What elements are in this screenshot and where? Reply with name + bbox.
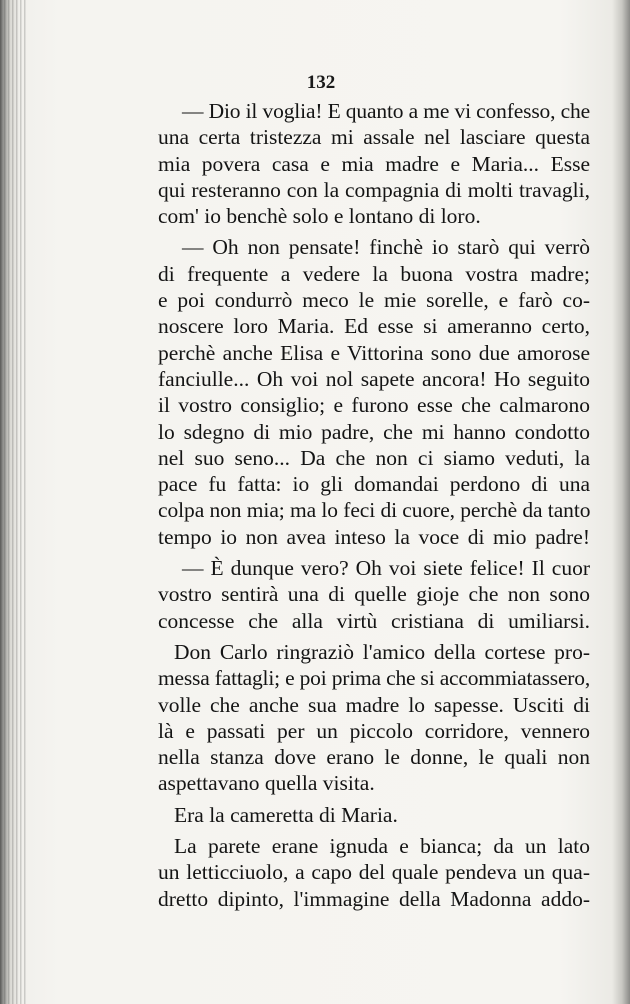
text-line: fanciulle... Oh voi nol sapete ancora! Ho seguito: [158, 366, 590, 391]
page-number: 132: [306, 72, 336, 93]
text-line: perchè anche Elisa e Vittorina sono due amorose: [158, 340, 590, 365]
body-text: [158, 98, 590, 917]
paragraph-1: [158, 98, 590, 229]
text-line: dretto dipinto, l'immagine della Madonna addo-: [158, 886, 590, 911]
page-gutter: [0, 0, 26, 1004]
text-line: una certa tristezza mi assale nel lasciare questa: [158, 125, 590, 150]
text-line: concesse che alla virtù cristiana di umiliarsi.: [158, 608, 590, 633]
text-line: pace fu fatta: io gli domandai perdono di una: [158, 472, 590, 497]
text-line: nella stanza dove erano le donne, le quali non: [158, 745, 590, 770]
paragraph-4: [158, 639, 590, 797]
text-line: volle che anche sua madre lo sapesse. Usciti di: [158, 692, 590, 717]
text-line: Don Carlo ringraziò l'amico della cortese pro-: [174, 639, 590, 664]
text-line: messa fattagli; e poi prima che si accommiatassero,: [158, 666, 590, 691]
text-line: Era la cameretta di Maria.: [174, 802, 398, 827]
text-line: tempo io non avea inteso la voce di mio padre!: [158, 524, 590, 549]
text-line: noscere loro Maria. Ed esse si ameranno certo,: [158, 314, 590, 339]
paragraph-3: [158, 555, 590, 634]
text-line: là e passati per un piccolo corridore, vennero: [158, 718, 590, 743]
text-line: colpa non mia; ma lo feci di cuore, perchè da tanto: [158, 498, 591, 523]
text-line: — È dunque vero? Oh voi siete felice! Il cuor: [182, 556, 590, 581]
text-line: nel suo seno... Da che non ci siamo veduti, la: [158, 445, 590, 470]
text-line: di frequente a vedere la buona vostra madre;: [158, 261, 590, 286]
paragraph-5: [158, 802, 590, 828]
text-line: La parete erane ignuda e bianca; da un lato: [174, 834, 590, 859]
text-line: qui resteranno con la compagnia di molti travagli,: [158, 177, 590, 202]
paragraph-2: [158, 234, 590, 550]
text-line: il vostro consiglio; e furono esse che calmarono: [158, 393, 590, 418]
text-line: — Oh non pensate! finchè io starò qui verrò: [182, 235, 590, 260]
text-line: un letticciuolo, a capo del quale pendeva un qua-: [158, 860, 590, 885]
text-line: com' io benchè solo e lontano di loro.: [158, 204, 481, 229]
text-line: lo sdegno di mio padre, che mi hanno condotto: [158, 419, 590, 444]
paragraph-6: [158, 833, 590, 912]
text-line: mia povera casa e mia madre e Maria... Esse: [158, 151, 590, 176]
text-line: e poi condurrò meco le mie sorelle, e farò co-: [158, 288, 590, 313]
text-line: vostro sentirà una di quelle gioje che non sono: [158, 582, 590, 607]
text-line: — Dio il voglia! E quanto a me vi confesso, che: [182, 99, 590, 123]
text-line: aspettavano quella visita.: [158, 771, 375, 796]
